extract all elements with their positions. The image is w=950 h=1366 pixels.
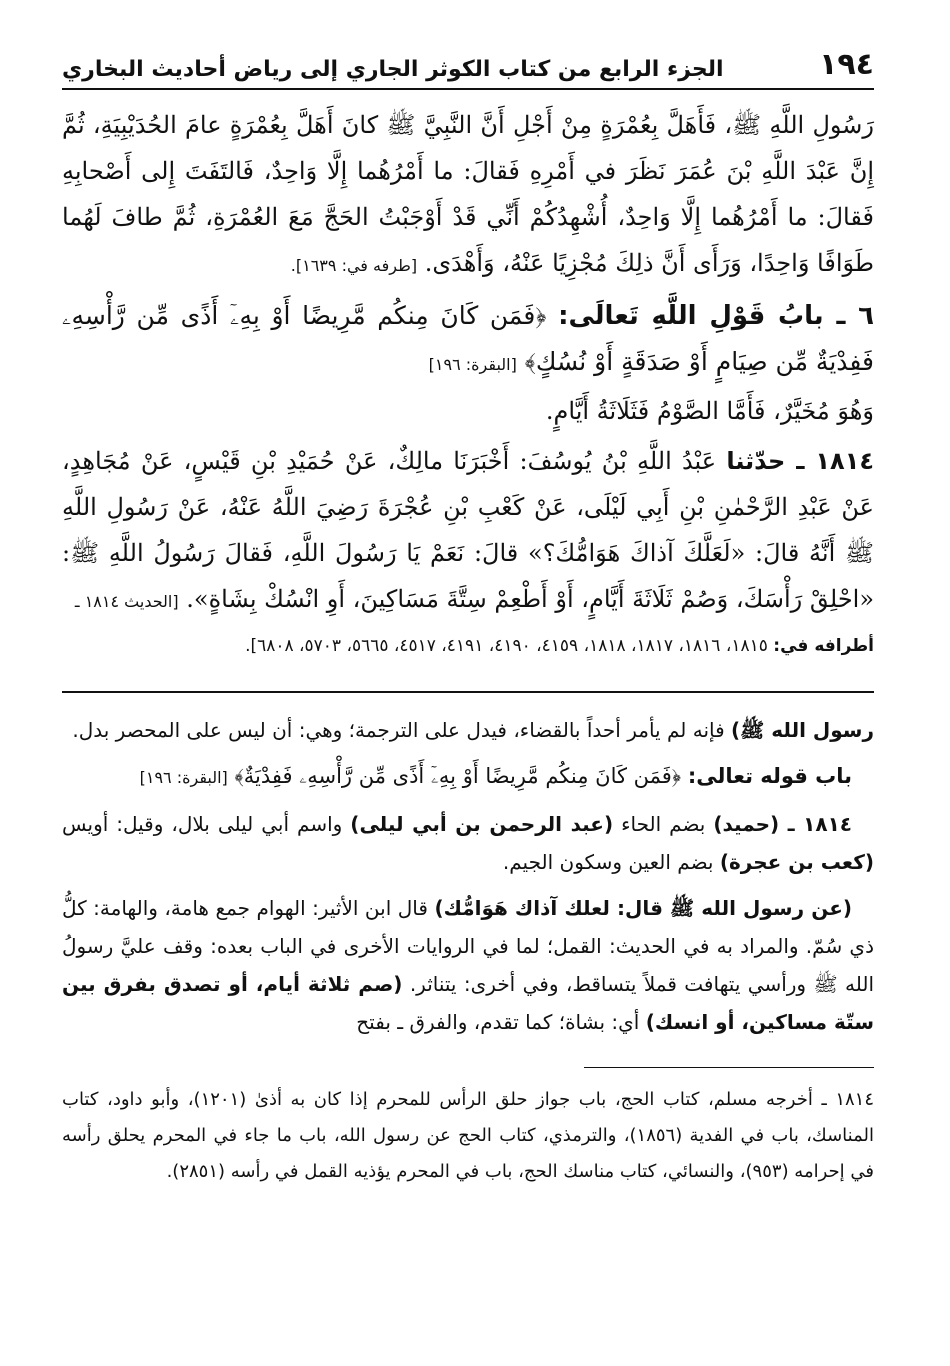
- commentary-bab-title: باب قوله تعالى:: [687, 764, 852, 788]
- atraf-list: ١٨١٥، ١٨١٦، ١٨١٧، ١٨١٨، ٤١٥٩، ٤١٩٠، ٤١٩١، ٤٥١٧، ٥٦٦٥، ٥٧٠٣، ٦٨٠٨].: [245, 636, 768, 656]
- main-text: [62, 102, 874, 663]
- commentary-4: [62, 889, 874, 1041]
- hadith-ref: [الحديث ١٨١٤ ـ: [74, 592, 179, 611]
- commentary-1-bold: رسول الله ﷺ): [731, 718, 874, 742]
- bab-text: وَهُوَ مُخَيَّرٌ، فَأَمَّا الصَّوْمُ فَثَلَاثَةُ أَيَّامٍ.: [545, 397, 874, 425]
- commentary: [62, 711, 874, 1041]
- commentary-4-bold-a: (عن رسول الله ﷺ قال: لعلك آذاك هَوَامُّك): [434, 896, 852, 920]
- hadith-text: عَبْدُ اللَّهِ بْنُ يُوسُفَ: أَخْبَرَنَا مالِكٌ، عَنْ حُمَيْدِ بْنِ قَيْسٍ، عَنْ مُجَاهِدٍ، عَنْ عَبْدِ الرَّحْمٰنِ بْنِ أَبِي لَيْلَى، عَنْ كَعْبِ بْنِ عُجْرَةَ رَضِيَ اللَّهُ عَنْهُ، عَنْ رَسُولِ اللَّهِ ﷺ أَنَّهُ قالَ: «لَعَلَّكَ آذاكَ هَوَامُّكَ؟» قالَ: نَعَمْ يَا رَسُولَ اللَّهِ، فَقالَ رَسُولُ اللَّهِ ﷺ: «احْلِقْ رَأْسَكَ، وَصُمْ ثَلَاثَةَ أَيَّامٍ، أَوْ أَطْعِمْ سِتَّةَ مَسَاكِينَ، أَوِ انْسُكْ بِشَاةٍ».: [62, 447, 874, 613]
- commentary-3-b: واسم أبي ليلى بلال، وقيل: أويس: [62, 812, 343, 836]
- commentary-4-bold-b: (صم ثلاثة أيام، أو تصدق بفرق بين ستّة مساكين، أو انسك): [62, 972, 874, 1034]
- footnote-divider: [584, 1067, 874, 1068]
- paragraph-1-text: رَسُولِ اللَّهِ ﷺ، فَأَهَلَّ بِعُمْرَةٍ مِنْ أَجْلِ أَنَّ النَّبِيَّ ﷺ كانَ أَهَلَّ بِعُمْرَةٍ عامَ الحُدَيْبِيَةِ، ثُمَّ إِنَّ عَبْدَ اللَّهِ بْنَ عُمَرَ نَظَرَ في أَمْرِهِ فَقالَ: ما أَمْرُهُما إِلَّا وَاحِدٌ، فَالتَفَتَ إِلى أَصْحابِهِ فَقالَ: ما أَمْرُهُما إِلَّا وَاحِدٌ، أُشْهِدُكُمْ أَنِّي قَدْ أَوْجَبْتُ الحَجَّ مَعَ العُمْرَةِ، ثُمَّ طافَ لَهُما طَوَافًا وَاحِدًا، وَرَأَى أَنَّ ذلِكَ مُجْزِيًا عَنْهُ، وَأَهْدَى.: [62, 111, 874, 277]
- commentary-1-text: فإنه لم يأمر أحداً بالقضاء، فيدل على الترجمة؛ وهي: أن ليس على المحصر بدل.: [72, 718, 725, 742]
- footnotes: [62, 1082, 874, 1190]
- commentary-3-a: بضم الحاء: [621, 812, 706, 836]
- paragraph-1: [62, 102, 874, 289]
- commentary-bab: [62, 757, 874, 797]
- commentary-3-c: بضم العين وسكون الجيم.: [502, 850, 714, 874]
- paragraph-1-ref: [طرفه في: ١٦٣٩].: [290, 256, 418, 275]
- bab-heading: [62, 293, 874, 388]
- page: [62, 38, 874, 1190]
- page-header: [62, 38, 874, 90]
- commentary-4-a: قال ابن الأثير: الهوام جمع هامة، والهامة: كلُّ ذي سُمّ. والمراد به في الحديث: القمل؛ لما في الروايات الأخرى في الباب بعده: وقف عليَّ رسولُ الله ﷺ ورأسي يتهافت قملاً يتساقط، وفي أخرى: يتناثر.: [62, 896, 875, 996]
- hadith: [62, 438, 874, 625]
- page-number: ١٩٤: [819, 47, 874, 82]
- commentary-bab-ref: [البقرة: ١٩٦]: [139, 768, 228, 787]
- bab-quran-verse: ﴿فَمَن كَانَ مِنكُم مَّرِيضًا أَوْ بِهِۦٓ أَذًى مِّن رَّأْسِهِۦ فَفِدْيَةٌ مِّن صِيَامٍ أَوْ صَدَقَةٍ أَوْ نُسُكٍ﴾: [62, 301, 874, 376]
- commentary-3-bold-a: (عبد الرحمن بن أبي ليلى): [350, 812, 614, 836]
- commentary-3-num: ١٨١٤ ـ (حميد): [713, 812, 852, 836]
- running-title: الجزء الرابع من كتاب الكوثر الجاري إلى رياض أحاديث البخاري: [62, 57, 724, 82]
- bab-ref: [البقرة: ١٩٦]: [428, 355, 517, 374]
- atraf-label: أطرافه في:: [773, 636, 874, 656]
- footnote-1814: ١٨١٤ ـ أخرجه مسلم، كتاب الحج، باب جواز حلق الرأس للمحرم إذا كان به أذىٰ (١٢٠١)، وأبو داود، كتاب المناسك، باب في الفدية (١٨٥٦)، والترمذي، كتاب الحج عن رسول الله، باب ما جاء في المحرم يحلق رأسه في إحرامه (٩٥٣)، والنسائي، كتاب مناسك الحج، باب في المحرم يؤذيه القمل في رأسه (٢٨٥١).: [62, 1089, 874, 1182]
- commentary-3-bold-b: (كعب بن عجرة): [719, 850, 874, 874]
- commentary-4-b: أي: بشاة؛ كما تقدم، والفرق ـ بفتح: [356, 1010, 640, 1034]
- atraf: [62, 629, 874, 663]
- commentary-1: [62, 711, 874, 749]
- hadith-number: ١٨١٤ ـ حدّثنا: [726, 447, 874, 475]
- bab-title: ٦ ـ بابُ قَوْلِ اللَّهِ تَعالَى:: [558, 301, 875, 331]
- commentary-divider: [62, 691, 874, 693]
- commentary-3: [62, 805, 874, 881]
- commentary-bab-quran: ﴿فَمَن كَانَ مِنكُم مَّرِيضًا أَوْ بِهِۦٓ أَذًى مِّن رَّأْسِهِۦ فَفِدْيَةٌ﴾: [234, 764, 682, 788]
